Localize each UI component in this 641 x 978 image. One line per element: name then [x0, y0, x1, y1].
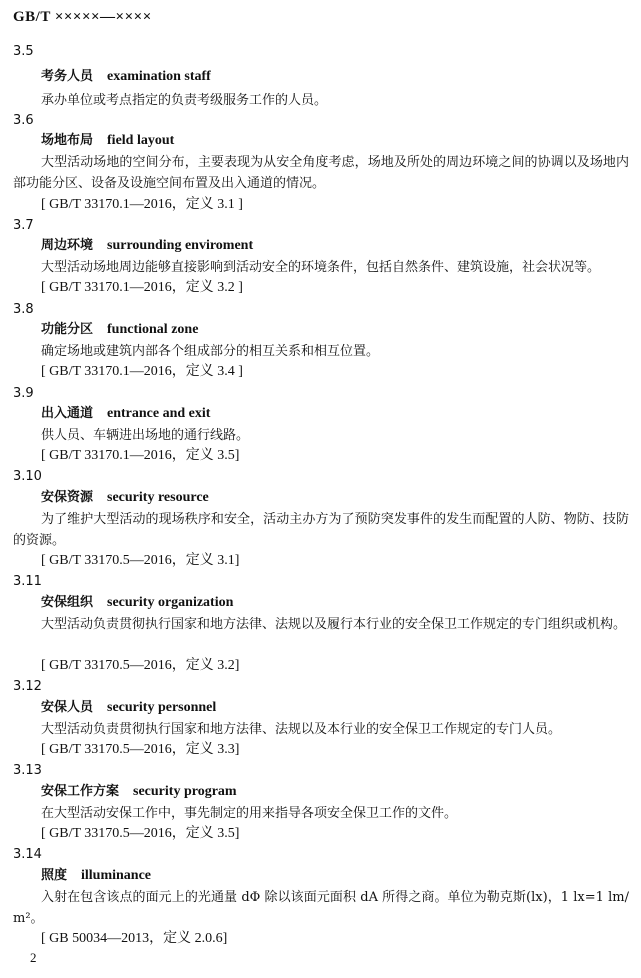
- page-number: 2: [30, 950, 37, 965]
- entry-number: 3.7: [13, 218, 34, 233]
- entry-definition: 大型活动场地周边能够直接影响到活动安全的环境条件，包括自然条件、建筑设施，社会状况等。: [41, 260, 601, 275]
- entry-title: [41, 67, 211, 87]
- entry-definition: 大型活动场地的空间分布，主要表现为从安全角度考虑，场地及所处的周边环境之间的协调以及场地内部功能分区、设备及设施空间布置及出入通道的情况。: [13, 155, 629, 191]
- term-chinese: 考务人员: [41, 69, 94, 84]
- term-chinese: 安保组织: [41, 595, 94, 610]
- entry-definition: 在大型活动安保工作中，事先制定的用来指导各项安全保卫工作的文件。: [41, 806, 458, 821]
- entry-definition: 确定场地或建筑内部各个组成部分的相互关系和相互位置。: [41, 344, 380, 359]
- term-english: security personnel: [107, 700, 217, 715]
- entry-reference: [ GB/T 33170.5—2016，定义 3.2]: [41, 658, 240, 673]
- standard-code-header: GB/T ×××××—××××: [13, 9, 152, 25]
- entry-reference: [ GB/T 33170.5—2016，定义 3.3]: [41, 742, 240, 757]
- entry-number: 3.11: [13, 574, 42, 589]
- term-english: surrounding enviroment: [107, 238, 254, 253]
- term-chinese: 周边环境: [41, 238, 94, 253]
- entry-title: [41, 320, 198, 340]
- entry-number: 3.6: [13, 113, 34, 128]
- entry-title: [41, 488, 209, 508]
- entry-reference: [ GB 50034—2013，定义 2.0.6]: [41, 931, 228, 946]
- entry-reference: [ GB/T 33170.5—2016，定义 3.5]: [41, 826, 240, 841]
- entry-title: [41, 866, 151, 886]
- entry-title: [41, 404, 210, 424]
- entry-reference: [ GB/T 33170.1—2016，定义 3.5]: [41, 448, 240, 463]
- term-english: security resource: [107, 490, 209, 505]
- term-english: illuminance: [81, 868, 152, 883]
- term-chinese: 安保资源: [41, 490, 94, 505]
- entry-number: 3.8: [13, 302, 34, 317]
- term-english: security program: [133, 784, 237, 799]
- entry-title: [41, 131, 174, 151]
- entry-number: 3.12: [13, 679, 42, 694]
- entry-definition: 大型活动负责贯彻执行国家和地方法律、法规以及履行本行业的安全保卫工作规定的专门组织或机构。: [41, 617, 627, 632]
- term-english: functional zone: [107, 322, 199, 337]
- term-chinese: 安保人员: [41, 700, 94, 715]
- entry-title: [41, 236, 253, 256]
- entry-number: 3.10: [13, 469, 42, 484]
- term-chinese: 出入通道: [41, 406, 94, 421]
- entry-number: 3.14: [13, 847, 42, 862]
- entry-number: 3.13: [13, 763, 42, 778]
- entry-definition: 为了维护大型活动的现场秩序和安全，活动主办方为了预防突发事件的发生而配置的人防、物防、技防的资源。: [13, 512, 629, 548]
- term-english: entrance and exit: [107, 406, 211, 421]
- entry-reference: [ GB/T 33170.1—2016，定义 3.1 ]: [41, 197, 243, 212]
- term-chinese: 安保工作方案: [41, 784, 120, 799]
- term-chinese: 功能分区: [41, 322, 94, 337]
- entry-definition: 入射在包含该点的面元上的光通量 dΦ 除以该面元面积 dA 所得之商。单位为勒克斯(lx)，1 lx=1 lm/m²。: [13, 890, 629, 926]
- term-chinese: 场地布局: [41, 133, 94, 148]
- entry-definition: 承办单位或考点指定的负责考级服务工作的人员。: [41, 93, 328, 108]
- entry-reference: [ GB/T 33170.1—2016，定义 3.2 ]: [41, 280, 243, 295]
- term-english: field layout: [107, 133, 175, 148]
- term-chinese: 照度: [41, 868, 68, 883]
- entry-number: 3.5: [13, 44, 34, 59]
- entry-number: 3.9: [13, 386, 34, 401]
- entry-title: [41, 698, 216, 718]
- entry-definition: 供人员、车辆进出场地的通行线路。: [41, 428, 250, 443]
- term-english: security organization: [107, 595, 234, 610]
- entry-definition: 大型活动负责贯彻执行国家和地方法律、法规以及本行业的安全保卫工作规定的专门人员。: [41, 722, 562, 737]
- entry-reference: [ GB/T 33170.5—2016，定义 3.1]: [41, 553, 240, 568]
- entry-reference: [ GB/T 33170.1—2016，定义 3.4 ]: [41, 364, 243, 379]
- entry-title: [41, 782, 237, 802]
- term-english: examination staff: [107, 69, 211, 84]
- entry-title: [41, 593, 233, 613]
